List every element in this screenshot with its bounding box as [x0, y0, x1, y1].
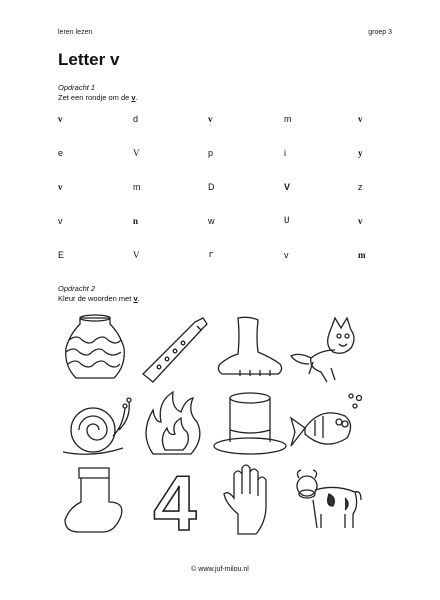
letter-cell[interactable]: i: [284, 148, 286, 158]
task2-instruction-text: Kleur de woorden met: [58, 294, 134, 303]
fire-icon[interactable]: [135, 388, 215, 460]
letter-cell[interactable]: V: [284, 182, 291, 192]
letter-cell[interactable]: D: [208, 182, 215, 192]
fox-icon[interactable]: [285, 312, 365, 384]
letter-cell[interactable]: v: [358, 114, 363, 124]
hat-icon[interactable]: [210, 388, 290, 460]
letter-row: [58, 250, 378, 284]
letter-cell[interactable]: n: [133, 216, 139, 226]
header-right: groep 3: [368, 29, 392, 36]
letter-row: [58, 148, 378, 182]
footer-credit: © www.juf-milou.nl: [191, 566, 249, 573]
task1-instruction-text: Zet een rondje om de: [58, 93, 132, 102]
hand-icon[interactable]: [210, 464, 290, 536]
task2-label: Opdracht 2: [58, 284, 96, 293]
letter-cell[interactable]: v: [208, 114, 213, 124]
task2-instruction-letter: v: [133, 294, 138, 303]
letter-cell[interactable]: E: [58, 250, 65, 260]
letter-cell[interactable]: v: [58, 114, 63, 124]
page-title: Letter v: [58, 50, 120, 69]
letter-cell[interactable]: v: [58, 216, 63, 226]
letter-cell[interactable]: p: [208, 148, 214, 158]
task2-instruction: [58, 294, 140, 303]
letter-row: [58, 114, 378, 148]
sock-icon[interactable]: [55, 464, 135, 536]
letter-cell[interactable]: d: [133, 114, 139, 124]
letter-cell[interactable]: m: [284, 114, 292, 124]
letter-cell[interactable]: y: [358, 148, 363, 158]
task2-instruction-end: .: [137, 294, 140, 303]
task1-label: Opdracht 1: [58, 83, 96, 92]
fish-icon[interactable]: [285, 388, 365, 460]
number-four-glyph: 4: [153, 464, 197, 536]
vase-icon[interactable]: [55, 312, 135, 384]
letter-cell[interactable]: w: [208, 216, 215, 226]
task1-instruction: [58, 93, 138, 102]
letter-cell[interactable]: m: [133, 182, 141, 192]
letter-cell[interactable]: e: [58, 148, 64, 158]
task1-instruction-end: .: [135, 93, 138, 102]
snail-icon[interactable]: [55, 388, 135, 460]
header-left: leren lezen: [58, 29, 93, 36]
flute-icon[interactable]: [135, 312, 215, 384]
letter-cell[interactable]: V: [133, 250, 140, 260]
letter-cell[interactable]: r: [208, 250, 214, 260]
task1-instruction-letter: v: [131, 93, 136, 102]
foot-icon[interactable]: [210, 312, 290, 384]
letter-cell[interactable]: m: [358, 250, 366, 260]
letter-cell[interactable]: v: [358, 216, 363, 226]
cow-icon[interactable]: [285, 464, 365, 536]
letter-row: [58, 216, 378, 250]
letter-cell[interactable]: U: [284, 216, 290, 226]
letter-cell[interactable]: v: [58, 182, 63, 192]
letter-cell[interactable]: v: [284, 250, 289, 260]
number-four-icon[interactable]: [135, 464, 215, 536]
letter-cell[interactable]: z: [358, 182, 363, 192]
letter-row: [58, 182, 378, 216]
letter-grid: [58, 114, 378, 284]
letter-cell[interactable]: V: [133, 148, 140, 158]
